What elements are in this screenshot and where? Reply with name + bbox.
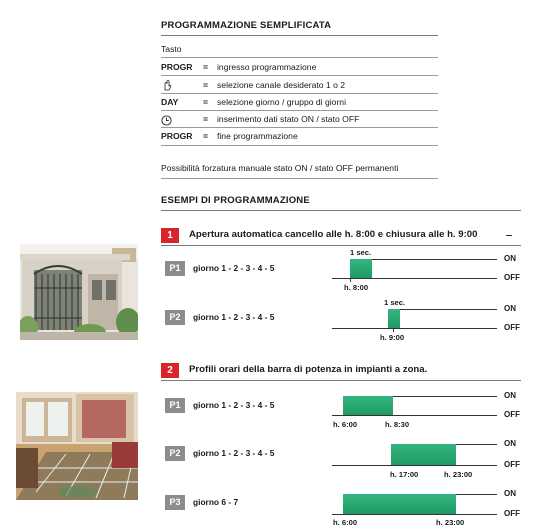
divider bbox=[161, 145, 438, 146]
divider bbox=[161, 380, 521, 381]
program-badge: P2 bbox=[165, 310, 185, 325]
off-line bbox=[332, 415, 497, 416]
on-label: ON bbox=[504, 304, 516, 313]
equals-sign: = bbox=[203, 131, 209, 141]
program-days: giorno 1 - 2 - 3 - 4 - 5 bbox=[193, 400, 275, 410]
program-badge: P2 bbox=[165, 446, 185, 461]
on-period-bar bbox=[343, 396, 393, 415]
end-time-label: h. 23:00 bbox=[436, 518, 465, 527]
program-badge: P1 bbox=[165, 261, 185, 276]
row-desc: ingresso programmazione bbox=[217, 62, 317, 72]
equals-sign: = bbox=[203, 97, 209, 107]
on-period-bar bbox=[391, 444, 456, 465]
program-days: giorno 6 - 7 bbox=[193, 497, 239, 507]
on-label: ON bbox=[504, 391, 516, 400]
pulse-label: 1 sec. bbox=[384, 298, 406, 307]
room-photo bbox=[16, 392, 138, 500]
program-days: giorno 1 - 2 - 3 - 4 - 5 bbox=[193, 448, 275, 458]
time-tick bbox=[393, 328, 394, 332]
off-line bbox=[332, 465, 497, 466]
example-number-badge: 1 bbox=[161, 228, 179, 243]
start-time-label: h. 6:00 bbox=[333, 518, 358, 527]
divider bbox=[161, 245, 521, 246]
off-line bbox=[332, 278, 497, 279]
start-time-label: h. 17:00 bbox=[390, 470, 419, 479]
divider bbox=[161, 178, 438, 179]
on-label: ON bbox=[504, 254, 516, 263]
on-label: ON bbox=[504, 439, 516, 448]
key-progr: PROGR bbox=[161, 62, 193, 72]
on-pulse-bar bbox=[350, 259, 372, 278]
row-desc: selezione canale desiderato 1 o 2 bbox=[217, 80, 346, 90]
manual-override-note: Possibilità forzatura manuale stato ON / stato OFF permanenti bbox=[161, 163, 399, 173]
clock-icon bbox=[161, 113, 172, 131]
equals-sign: = bbox=[203, 62, 209, 72]
row-desc: inserimento dati stato ON / stato OFF bbox=[217, 114, 360, 124]
divider bbox=[161, 75, 438, 76]
time-label: h. 9:00 bbox=[380, 333, 405, 342]
off-label: OFF bbox=[504, 273, 520, 282]
divider bbox=[161, 35, 438, 36]
time-label: h. 8:00 bbox=[344, 283, 369, 292]
on-pulse-bar bbox=[388, 309, 400, 328]
on-line bbox=[400, 309, 497, 310]
on-line bbox=[393, 396, 497, 397]
equals-sign: = bbox=[203, 80, 209, 90]
program-badge: P1 bbox=[165, 398, 185, 413]
end-time-label: h. 23:00 bbox=[444, 470, 473, 479]
on-period-bar bbox=[343, 494, 456, 514]
time-tick bbox=[350, 278, 351, 282]
program-badge: P3 bbox=[165, 495, 185, 510]
example-2-title: Profili orari della barra di potenza in impianti a zona. bbox=[189, 364, 428, 375]
example-number-badge: 2 bbox=[161, 363, 179, 378]
pulse-label: 1 sec. bbox=[350, 248, 372, 257]
divider bbox=[161, 127, 438, 128]
divider bbox=[161, 57, 438, 58]
key-day: DAY bbox=[161, 97, 179, 107]
example-1-title: Apertura automatica cancello alle h. 8:00 e chiusura alle h. 9:00 bbox=[189, 229, 478, 240]
off-label: OFF bbox=[504, 509, 520, 518]
on-line bbox=[372, 259, 497, 260]
simple-prog-header: Tasto bbox=[161, 44, 182, 54]
off-label: OFF bbox=[504, 460, 520, 469]
off-line bbox=[332, 328, 497, 329]
off-label: OFF bbox=[504, 323, 520, 332]
on-line bbox=[456, 444, 497, 445]
key-progr: PROGR bbox=[161, 131, 193, 141]
on-line bbox=[456, 494, 497, 495]
off-line bbox=[332, 514, 497, 515]
equals-sign: = bbox=[203, 114, 209, 124]
divider bbox=[161, 93, 438, 94]
program-days: giorno 1 - 2 - 3 - 4 - 5 bbox=[193, 263, 275, 273]
program-days: giorno 1 - 2 - 3 - 4 - 5 bbox=[193, 312, 275, 322]
divider bbox=[161, 110, 438, 111]
row-desc: selezione giorno / gruppo di giorni bbox=[217, 97, 346, 107]
simple-prog-title: PROGRAMMAZIONE SEMPLIFICATA bbox=[161, 20, 332, 31]
start-time-label: h. 6:00 bbox=[333, 420, 358, 429]
row-desc: fine programmazione bbox=[217, 131, 298, 141]
divider bbox=[506, 235, 512, 236]
end-time-label: h. 8:30 bbox=[385, 420, 410, 429]
examples-title: ESEMPI DI PROGRAMMAZIONE bbox=[161, 195, 310, 206]
off-label: OFF bbox=[504, 410, 520, 419]
divider bbox=[161, 210, 521, 211]
on-label: ON bbox=[504, 489, 516, 498]
gate-photo bbox=[20, 244, 138, 340]
